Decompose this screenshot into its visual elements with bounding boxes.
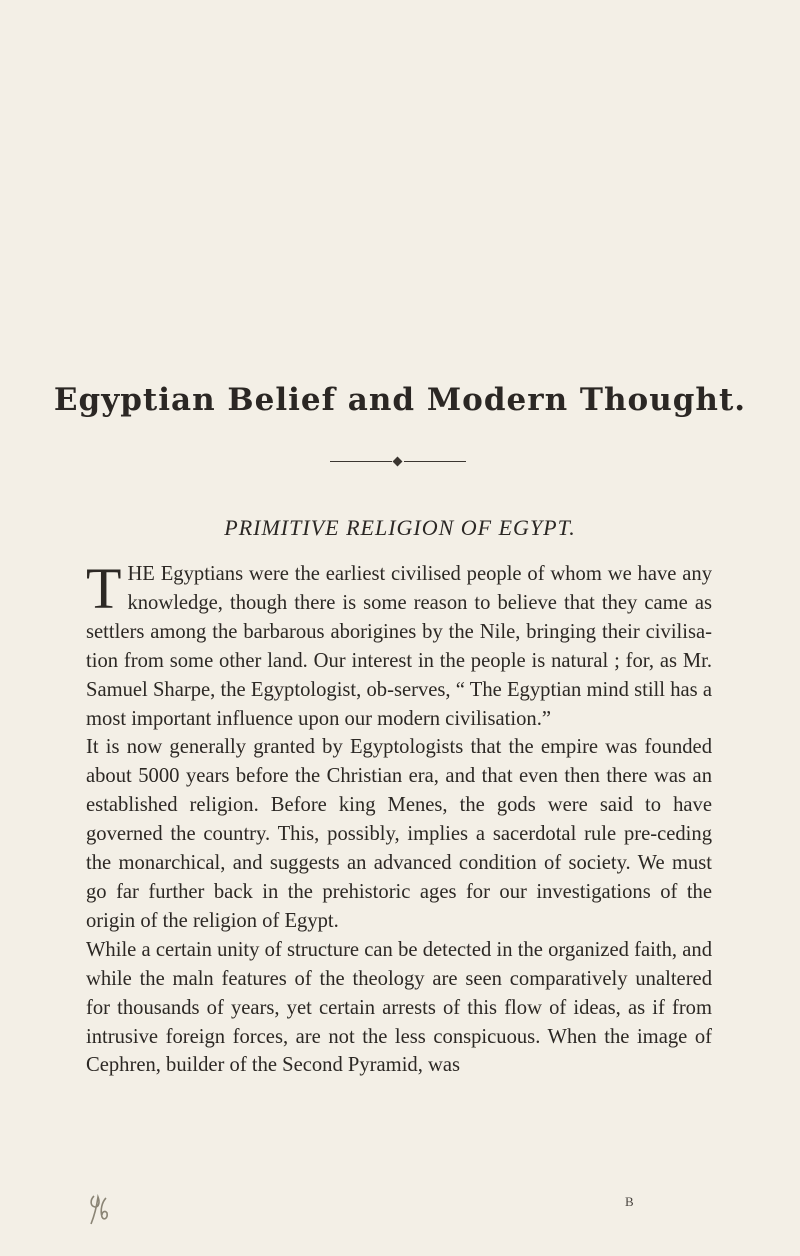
ornament-diamond-icon <box>393 457 403 467</box>
ornament-line-left <box>330 461 392 462</box>
paragraph-2: It is now generally granted by Egyptologists that the empire was founded about 5000 years before the Christian era, and that even then there was an established religion. Before king Menes, the gods were said to have governed the country. This, possibly, implies a sacerdotal rule pre-ceding the monarchical, and suggests an advanced condition of society. We must go far further back in the prehistoric ages for our investigations of the origin of the religion of Egypt. <box>86 736 712 932</box>
signature-letter: B <box>625 1194 635 1209</box>
ornament-line-right <box>404 461 466 462</box>
title-ornament <box>330 456 466 468</box>
handwritten-mark <box>86 1190 112 1230</box>
paragraph-1-text: HE Egyptians were the earliest civilised people of whom we have any knowledge, though there is some reason to believe that they came as settlers among the barbarous aborigines by the Nile, bringing their civilisa-tion from some other land. Our interest in the people is natural ; for, as Mr. Samuel Sharpe, the Egyptologist, ob-serves, “ The Egyptian mind still has a most important influence upon our modern civilisation.” <box>86 563 712 730</box>
paragraph-1 <box>86 556 712 733</box>
book-title: Egyptian Belief and Modern Thought. <box>53 382 747 418</box>
section-heading: PRIMITIVE RELIGION OF EGYPT. <box>224 515 576 540</box>
paragraph-3: While a certain unity of structure can be detected in the organized faith, and while the maln features of the theology are seen comparatively unaltered for thousands of years, yet certain arrests of this flow of ideas, as if from intrusive foreign forces, are not the less conspicuous. When the image of Cephren, builder of the Second Pyramid, was <box>86 938 712 1077</box>
body-text <box>86 556 712 1080</box>
drop-cap: T <box>86 556 122 621</box>
handwritten-mark-icon <box>86 1190 112 1230</box>
